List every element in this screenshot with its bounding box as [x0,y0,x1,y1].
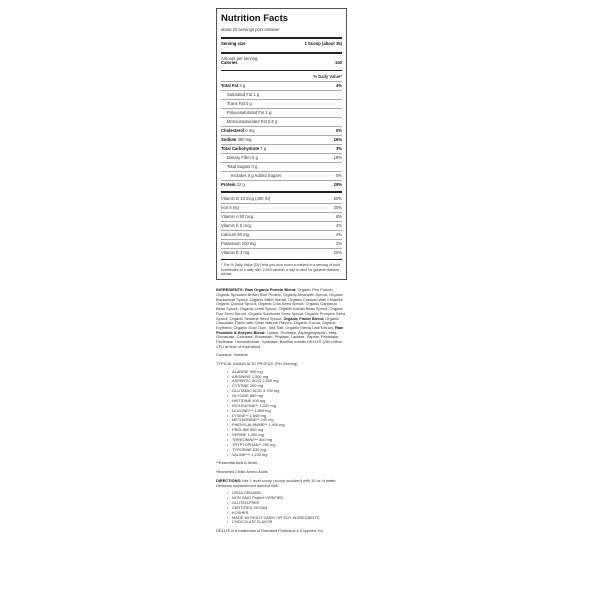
daily-value-footnote: * The % Daily Value (DV) tells you how much a nutrient in a serving of food contributes to a daily diet. 2,000 calories a day is used for general nutrition advice. [221,263,340,277]
vitamin-row [221,203,342,212]
nutrient-dv: 3% [335,145,342,151]
amino-acid-item: • THREONINE** 800 mg [228,438,346,443]
amino-acid-item: • HISTIDINE 400 mg [228,399,346,404]
amino-acid-item: • GLYCINE 850 mg [228,394,346,399]
nutrient-label [221,129,255,134]
vitamin-label: Vitamin K 5 mcg [221,222,252,228]
vitamin-label: Calcium 50 mg [221,231,249,237]
nutrition-facts-label [216,8,347,280]
protein-blend-title: Raw Organic Protein Blend: [244,287,297,293]
nutrient-name: Trans Fat [227,100,245,106]
amino-acid-item: • SERINE 1,300 mg [228,433,346,438]
nutrient-row [221,171,342,180]
amino-acid-item: • ASPARTIC ACID 2,500 mg [228,379,346,384]
serving-size-label: Serving size [221,40,246,46]
claim-item: • KOSHER [228,511,346,516]
vitamin-row [221,195,342,203]
vitamin-dv: 30% [333,204,342,210]
amino-acid-item: • ALANINE 900 mg [228,370,346,375]
serving-size-row [221,41,342,50]
calories-value: 140 [335,60,342,66]
divider-thick [221,37,342,39]
nutrient-amount: 0 g [245,100,252,106]
nutrient-name: Saturated Fat [227,91,253,97]
protein-blend-text: Organic Pea Protein, Organic Sprouted Brown Rice Protein, Organic Amaranth Sprout, Organic Buckwheat Sprout, Organic Millet Sprout, Organic Cracked Wall Chlorella, Organic Quinoa Sprout, Organic Chia Seed Sprout, Organic Garbanzo Bean Sprout, Organic Lentil Sprout, Organic Adzuki Bean Sprout, Organic Flax Seed Sprout, Organic Sunflower Seed Sprout, Organic Pumpkin Seed Sprout, Organic Sesame Seed Sprout, [216,287,346,321]
nutrient-amount: 5 g [252,154,258,160]
nutrient-label [221,183,245,188]
nutrient-dv: 18% [333,154,342,160]
calories-row [221,61,342,68]
claim-item: • MADE WITHOUT DAIRY OR SOY INGREDIENTS [228,516,346,521]
calories-label: Calories [221,60,238,66]
claim-item: • NON GMO Project VERIFIED [228,496,346,501]
amino-acid-item: • LEUCINE*** 1,800 mg [228,409,346,414]
nutrient-row [221,117,342,126]
amount-per-serving: Amount per serving [221,55,258,61]
enzyme-blend-title: Raw Probiotic & Enzyme Blend: [216,324,343,335]
vitamin-label: Potassium 100 mg [221,241,256,246]
nutrient-amount: 0 g [251,163,258,169]
amino-acid-item: • VALINE*** 1,100 mg [228,453,346,458]
nutrient-row [221,126,342,135]
amino-acid-item: • LYSINE** 1,600 mg [228,414,346,419]
nutrient-row [221,99,342,108]
enzyme-blend-text: Lipase, Protease, Aspergillopepsin, beta-Glucanase, Cellulase, Bromelain, Phytase, Lactase, Papain, Peptidase, Pectinase, Hemicellulase, Xylanase, Bacillus subtilis DE111® (250 million CFU at time of expiration). [216,329,343,349]
nutrient-amount: 7 g [260,145,267,151]
nutrient-name: Cholesterol [221,127,245,133]
allergen-statement: Contains: Sesame [216,352,248,358]
nutrient-label [221,138,252,143]
nutrient-row [221,144,342,153]
nutrient-row [221,135,342,144]
branched-amino-note: *Branched Chain Amino Acids [216,469,268,475]
nutrient-label [227,165,257,170]
vitamin-row [221,239,342,248]
claim-item: • CHOCOLATE FLAVOR [228,520,346,525]
nutrient-amount: 0 mg [245,127,255,133]
vitamin-rows [221,195,342,257]
trademark-note: DE111® is a trademark of Deerland Probiotics & Enzymes, Inc. [216,528,325,534]
directions-text: Mix 1 level scoop (scoop included) with 10 oz of water. Delicious unsweetened almond milk. [216,477,337,488]
vitamin-label: Iron 6 mg [221,204,239,210]
vitamin-dv: 4% [335,231,342,237]
divider-medium [221,70,342,71]
claim-item: • USDA ORGANIC [228,491,346,496]
divider-thick [221,52,342,54]
amino-acid-item: • CYSTINE 200 mg [228,384,346,389]
nutrient-amount: 1 g [253,91,260,97]
flavor-blend-title: Organic Flavor Blend: [283,315,325,321]
nutrient-dv: 4% [335,82,342,88]
directions-label: DIRECTIONS: [216,477,242,483]
nutrient-row [221,90,342,99]
nutrient-row [221,81,342,90]
vitamin-dv: 4% [335,222,342,228]
nutrient-row [221,180,342,189]
directions [216,479,346,488]
vitamin-label: Vitamin A 50 mcg [221,213,254,219]
vitamin-row [221,221,342,230]
nutrient-label [227,156,258,161]
claim-item: • GLUTEN-FREE [228,501,346,506]
servings-per-container: about 20 servings per container [221,27,280,32]
amino-acid-item: • TRYPTOPHAN** 200 mg [228,443,346,448]
amino-acid-item: • TYROSINE 830 mg [228,448,346,453]
nutrient-name: Protein [221,181,236,187]
vitamin-dv: 6% [335,213,342,219]
vitamin-dv: 20% [333,250,342,256]
vitamin-row [221,248,342,257]
nutrient-rows [221,81,342,189]
vitamin-dv: 50% [333,195,342,201]
nutrient-row [221,162,342,171]
nutrient-row [221,153,342,162]
nutrient-label [221,147,266,152]
vitamin-label: Vitamin D 10 mcg (400 IU) [221,195,271,201]
nutrition-facts-title: Nutrition Facts [221,13,289,24]
nutrient-label [221,84,245,89]
nutrient-name: Sodium [221,136,237,142]
product-info-panel [216,8,346,537]
vitamin-label: Vitamin E 3 mg [221,250,250,256]
nutrient-label [227,93,259,98]
nutrient-amount: 1 g [265,109,272,115]
amino-acid-item: • METHIONINE** 240 mg [228,418,346,423]
essential-amino-note: **Essential Amino Acids [216,460,258,466]
amino-acid-list [216,370,346,458]
nutrient-dv: 0% [335,127,342,133]
nutrient-name: Monounsaturated Fat [227,118,267,124]
nutrient-name: Polyunsaturated Fat [227,109,265,115]
amino-acid-item: • PHENYLALANINE** 1,400 mg [228,423,346,428]
nutrient-label [227,120,277,125]
nutrient-amount: 3 g [239,82,246,88]
amino-acid-item: • GLUTAMIC ACID 3,700 mg [228,389,346,394]
flavor-blend-text: Organic Chocolate Flavor with Other Natural Flavors, Organic Cocoa, Organic Erythritol, Organic Guar Gum, Sea Salt, Organic Stevia Leaf Extract, [216,315,339,330]
nutrient-label [227,111,271,116]
divider-medium [221,259,342,260]
nutrient-dv: 16% [333,136,342,142]
nutrient-dv: 0% [335,172,342,178]
vitamin-dv: 2% [335,241,342,246]
vitamin-row [221,230,342,239]
nutrient-name: Total Sugars [227,163,251,169]
nutrient-name: Dietary Fiber [227,154,251,160]
claims-list [216,491,346,525]
nutrient-label [231,174,281,179]
serving-size-value: 1 Scoop (about 35) [304,40,342,46]
ingredients-paragraph [216,288,346,349]
nutrient-name: Includes 0 g Added Sugars [231,172,282,178]
daily-value-header: % Daily Value* [313,74,342,80]
ingredients-label: INGREDIENTS: [216,287,244,293]
nutrient-dv: 29% [333,181,342,187]
nutrient-name: Total Carbohydrate [221,145,260,151]
amino-acid-item: • ISOLEUCINE** 1,020 mg [228,404,346,409]
vitamin-row [221,212,342,221]
nutrient-row [221,108,342,117]
divider-thick [221,191,342,193]
amino-acid-item: • ARGININE 1,500 mg [228,375,346,380]
nutrient-amount: 0.5 g [267,118,278,124]
nutrient-amount: 360 mg [237,136,252,142]
amino-acid-title: TYPICAL AMINO ACID PROFILE (Per Serving) [216,361,298,366]
nutrient-amount: 22 g [236,181,245,187]
claim-item: • CERTIFIED VEGAN [228,506,346,511]
amino-acid-item: • PROLINE 850 mg [228,428,346,433]
nutrient-name: Total Fat [221,82,239,88]
ingredients-section [216,288,346,534]
nutrient-label [227,102,252,107]
